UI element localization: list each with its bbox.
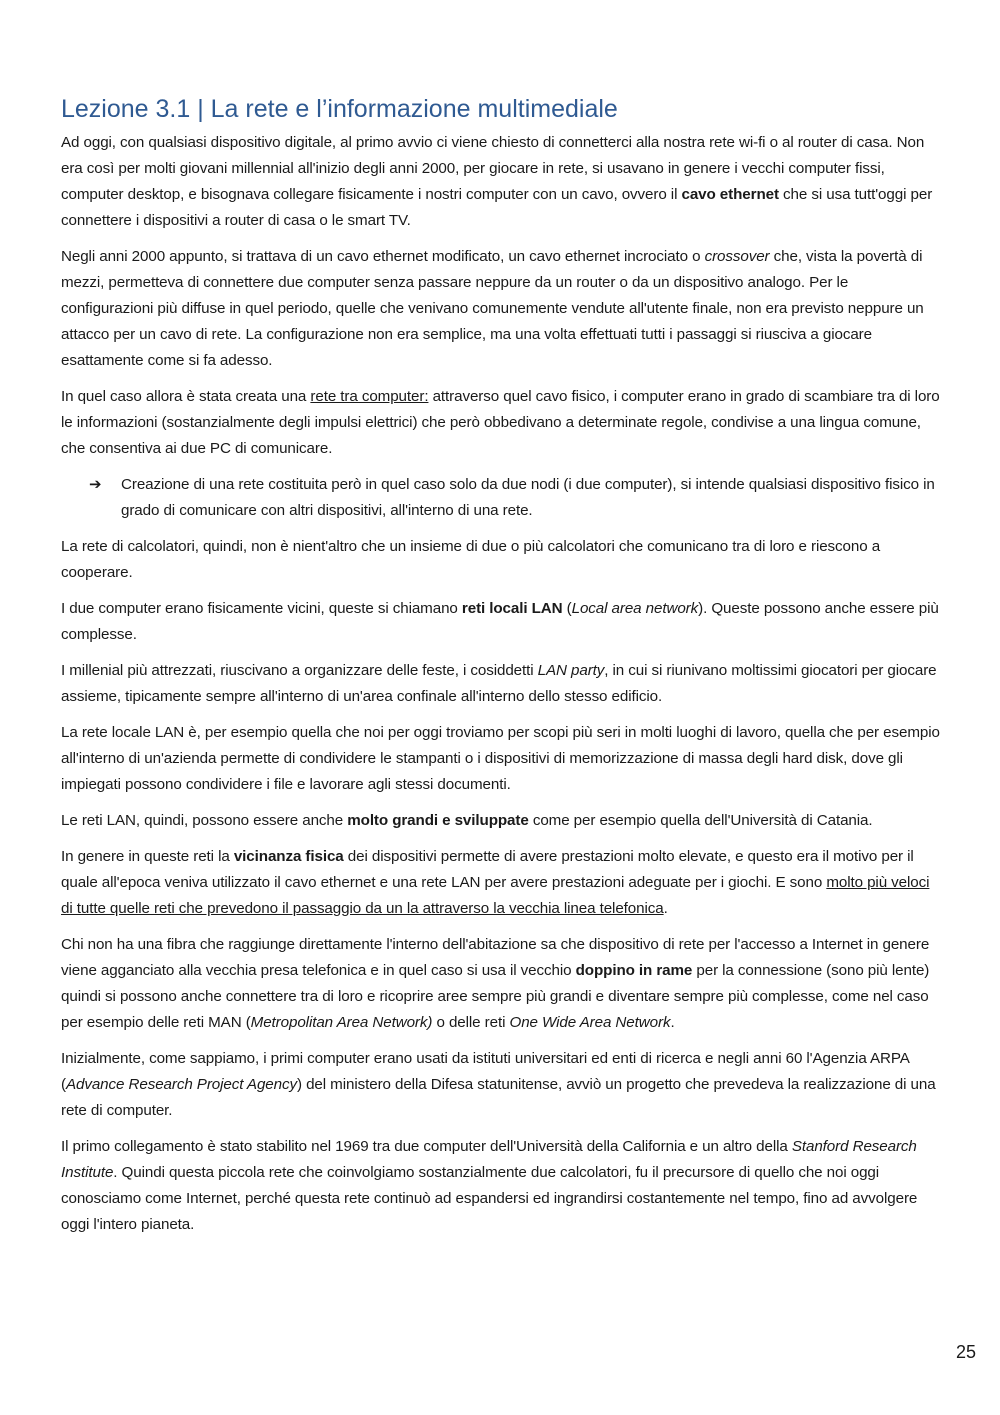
page-number: 25 [955, 1342, 976, 1362]
text-run: attraverso quel cavo fisico, i computer erano in grado di scambiare tra di loro le informazioni (sostanzialmente degli impulsi elettrici) che però obbedivano a determinate regole, condivise a una lingua comune, che consentiva ai due PC di comunicare. [61, 388, 940, 457]
paragraph-12 [61, 1134, 941, 1238]
bold-term: cavo ethernet [681, 186, 779, 203]
text-run: ) del ministero della Difesa statunitense, avviò un progetto che prevedeva la realizzazione di una rete di computer. [61, 1076, 936, 1119]
document-page [61, 92, 941, 1248]
italic-term: crossover [704, 248, 770, 265]
text-run: che, vista la povertà di mezzi, permetteva di connettere due computer senza passare neppure da un router o da un dispositivo analogo. Per le configurazioni più diffuse in quel periodo, quelle che venivano comunemente vendute all'utente finale, non era previsto neppure un attacco per un cavo di rete. La configurazione non era semplice, ma una volta effettuati tutti i passaggi si riusciva a giocare esattamente come si fa adesso. [61, 248, 924, 369]
paragraph-10 [61, 932, 941, 1036]
text-run: Chi non ha una fibra che raggiunge direttamente l'interno dell'abitazione sa che dispositivo di rete per l'accesso a Internet in genere viene agganciato alla vecchia presa telefonica e in quel caso si usa il vecchio [61, 936, 930, 979]
paragraph-6 [61, 658, 941, 710]
paragraph-5 [61, 596, 941, 648]
text-run: o delle reti [432, 1014, 510, 1031]
text-run: , in cui si riunivano moltissimi giocatori per giocare assieme, tipicamente sempre all'interno di un'area confinale all'interno dello stesso edificio. [61, 662, 937, 705]
text-run: Ad oggi, con qualsiasi dispositivo digitale, al primo avvio ci viene chiesto di connetterci alla nostra rete wi-fi o al router di casa. Non era così per molti giovani millennial all'inizio degli anni 2000, per giocare in rete, si usavano in genere i vecchi computer fissi, computer desktop, e bisognava collegare fisicamente i nostri computer con un cavo, ovvero il [61, 134, 925, 203]
underlined-term: rete tra computer: [310, 388, 429, 405]
text-run: ( [562, 600, 572, 617]
italic-term: Stanford Research Institute [61, 1138, 917, 1181]
text-run: Inizialmente, come sappiamo, i primi computer erano usati da istituti universitari ed enti di ricerca e negli anni 60 l'Agenzia ARPA ( [61, 1050, 909, 1093]
text-run: In quel caso allora è stata creata una [61, 388, 311, 405]
text-run: In genere in queste reti la [61, 848, 234, 865]
bold-term: vicinanza fisica [233, 848, 344, 865]
lesson-title: Lezione 3.1 | La rete e l’informazione multimediale [61, 95, 618, 123]
paragraph-8 [61, 808, 941, 834]
bullet-item [89, 472, 941, 524]
paragraph-1 [61, 130, 941, 234]
italic-term: One Wide Area Network [509, 1014, 671, 1031]
right-arrow-icon: ➔ [89, 476, 102, 493]
italic-term: LAN party [537, 662, 605, 679]
text-run: per la connessione (sono più lente) quindi si possono anche connettere tra di loro e ricoprire aree sempre più grandi e diventare sempre più complesse, come nel caso per esempio delle reti MAN ( [61, 962, 930, 1031]
bold-term: molto grandi e sviluppate [347, 812, 529, 829]
text-run: . Quindi questa piccola rete che coinvolgiamo sostanzialmente due calcolatori, fu il precursore di quello che noi oggi conosciamo come Internet, perché questa rete continuò ad espandersi ed ingrandirsi costantemente nel tempo, fino ad avvolgere oggi l'intero pianeta. [61, 1164, 918, 1233]
paragraph-4: La rete di calcolatori, quindi, non è nient'altro che un insieme di due o più calcolatori che comunicano tra di loro e riescono a cooperare. [61, 538, 881, 581]
text-run: . [663, 900, 668, 917]
text-run: I millenial più attrezzati, riuscivano a organizzare delle feste, i cosiddetti [61, 662, 538, 679]
italic-term: Advance Research Project Agency [65, 1076, 297, 1093]
text-run: Il primo collegamento è stato stabilito nel 1969 tra due computer dell'Università della California e un altro della [61, 1138, 792, 1155]
text-run: Le reti LAN, quindi, possono essere anche [61, 812, 348, 829]
paragraph-2 [61, 244, 941, 374]
paragraph-3 [61, 384, 941, 462]
text-run: ). Queste possono anche essere più complesse. [61, 600, 939, 643]
text-run: I due computer erano fisicamente vicini, queste si chiamano [61, 600, 462, 617]
italic-term: Local area network [571, 600, 699, 617]
paragraph-11 [61, 1046, 941, 1124]
bold-term: reti locali LAN [461, 600, 563, 617]
text-run: . [670, 1014, 675, 1031]
paragraph-9 [61, 844, 941, 922]
underlined-term: molto più veloci di tutte quelle reti che prevedono il passaggio da un la attraverso la vecchia linea telefonica [61, 874, 930, 917]
text-run: Negli anni 2000 appunto, si trattava di un cavo ethernet modificato, un cavo ethernet incrociato o [61, 248, 705, 265]
italic-term: Metropolitan Area Network) [250, 1014, 433, 1031]
text-run: come per esempio quella dell'Università di Catania. [528, 812, 873, 829]
paragraph-7: La rete locale LAN è, per esempio quella che noi per oggi troviamo per scopi più seri in molti luoghi di lavoro, quella che per esempio all'interno di un'azienda permette di condividere le stampanti o i dispositivi di memorizzazione di massa degli hard disk, dove gli impiegati possono condividere i file e lavorare agli stessi documenti. [61, 724, 940, 793]
bold-term: doppino in rame [575, 962, 693, 979]
bullet-text: Creazione di una rete costituita però in quel caso solo da due nodi (i due computer), si intende qualsiasi dispositivo fisico in grado di comunicare con altri dispositivi, all'interno di una rete. [121, 476, 935, 519]
text-run: dei dispositivi permette di avere prestazioni molto elevate, e questo era il motivo per il quale all'epoca veniva utilizzato il cavo ethernet e una rete LAN per avere prestazioni adeguate per i giochi. E sono [61, 848, 914, 891]
text-run: che si usa tutt'oggi per connettere i dispositivi a router di casa o le smart TV. [61, 186, 933, 229]
